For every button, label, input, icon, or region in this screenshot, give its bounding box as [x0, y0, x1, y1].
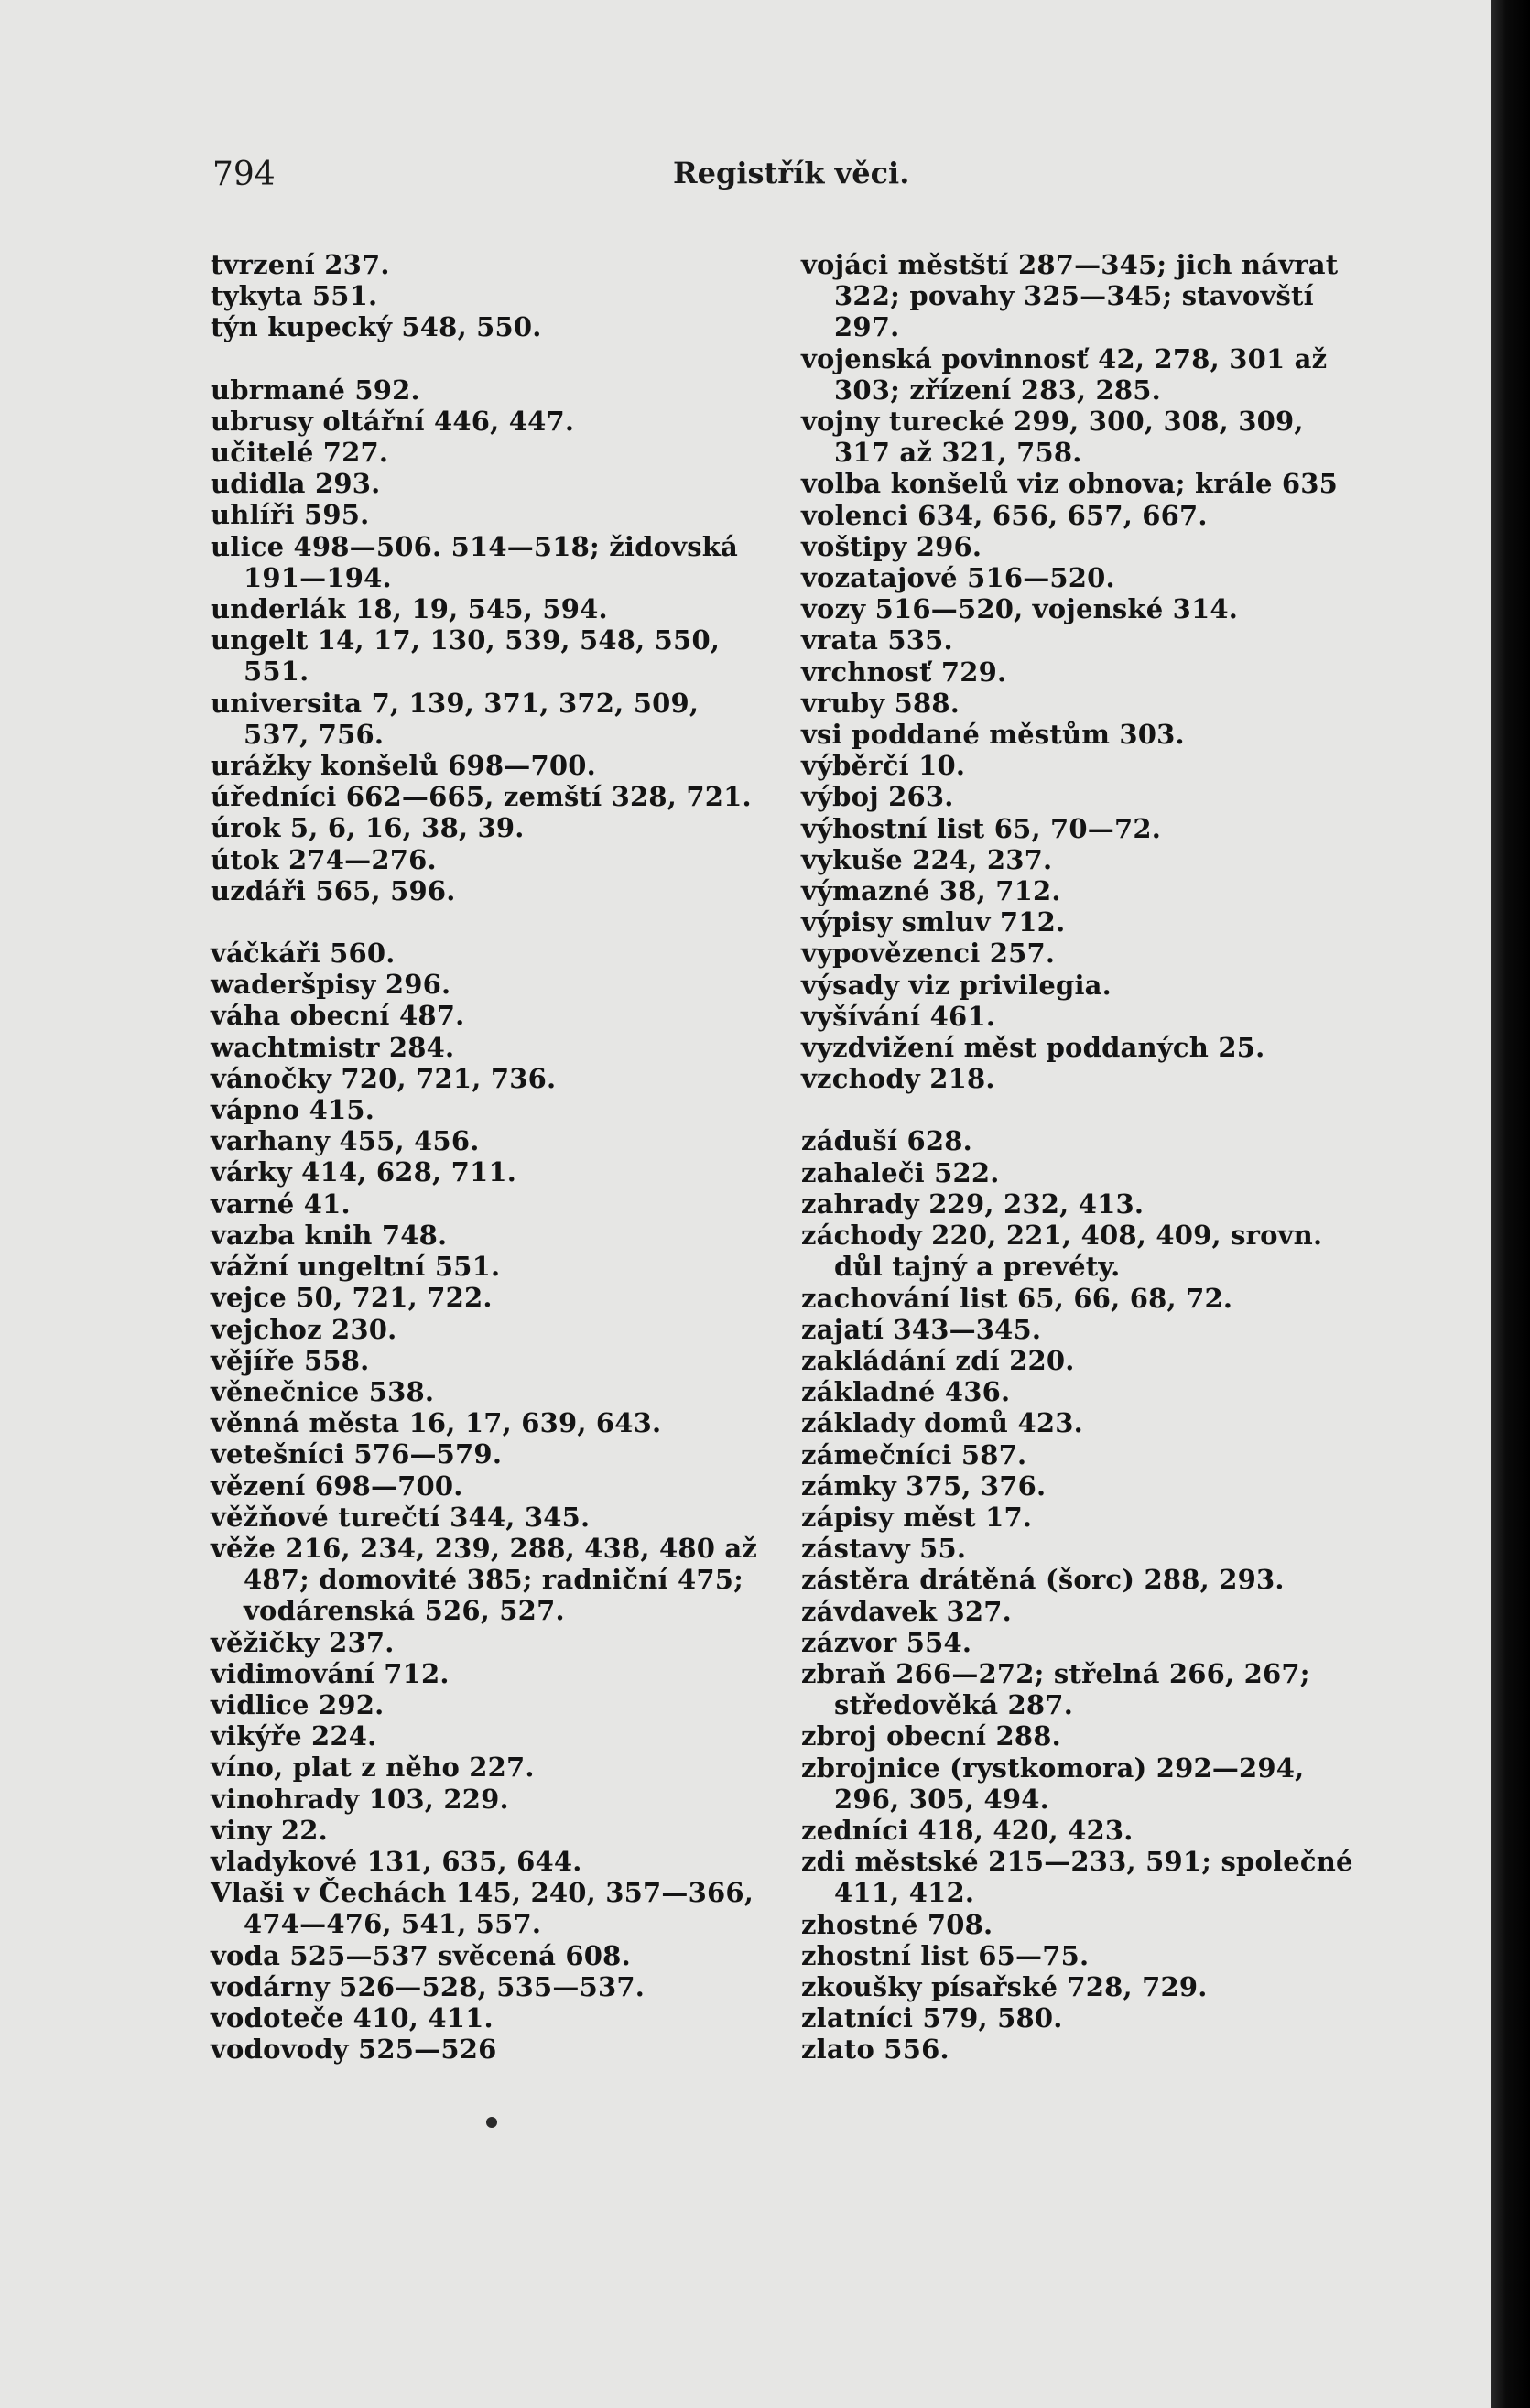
index-entry: záchody 220, 221, 408, 409, srovn. důl tajný a prevéty. [801, 1220, 1323, 1283]
index-entry: varhany 455, 456. [211, 1125, 480, 1157]
index-entry: zástěra drátěná (šorc) 288, 293. [801, 1564, 1285, 1596]
index-entry: vzchody 218. [801, 1063, 995, 1095]
index-entry: vojny turecké 299, 300, 308, 309, 317 až 321, 758. [801, 406, 1304, 469]
index-entry: vozatajové 516—520. [801, 562, 1115, 594]
index-entry: vrchnosť 729. [801, 656, 1007, 688]
index-entry: zbraň 266—272; střelná 266, 267; středověká 287. [801, 1657, 1310, 1721]
index-entry: útok 274—276. [211, 843, 437, 875]
index-entry: věže 216, 234, 239, 288, 438, 480 až 487; domovité 385; radniční 475; vodárenská 526, 527. [211, 1532, 758, 1627]
index-entry: zachování list 65, 66, 68, 72. [801, 1282, 1233, 1314]
index-entry: zlatníci 579, 580. [801, 2002, 1063, 2034]
index-entry: zámky 375, 376. [801, 1470, 1047, 1502]
index-entry: věžičky 237. [211, 1626, 395, 1658]
index-entry: ubrmané 592. [211, 374, 420, 406]
index-entry: výboj 263. [801, 781, 954, 813]
index-entry: víno, plat z něho 227. [211, 1752, 535, 1784]
index-entry: volba konšelů viz obnova; krále 635 [801, 468, 1339, 500]
index-entry: vinohrady 103, 229. [211, 1783, 509, 1815]
index-entry: universita 7, 139, 371, 372, 509, 537, 756. [211, 687, 700, 750]
index-entry: várky 414, 628, 711. [211, 1156, 517, 1188]
index-entry: vejchoz 230. [211, 1313, 397, 1345]
index-entry: věnná města 16, 17, 639, 643. [211, 1407, 662, 1439]
index-entry: volenci 634, 656, 657, 667. [801, 499, 1208, 531]
index-entry: věnečnice 538. [211, 1375, 435, 1407]
index-entry: udidla 293. [211, 468, 381, 500]
index-entry: vápno 415. [211, 1094, 375, 1126]
index-entry: Vlaši v Čechách 145, 240, 357—366, 474—476, 541, 557. [211, 1877, 754, 1940]
index-entry: váčkáři 560. [211, 938, 396, 970]
index-entry: vetešníci 576—579. [211, 1438, 503, 1470]
index-entry: výmazné 38, 712. [801, 875, 1061, 907]
index-entry: ubrusy oltářní 446, 447. [211, 405, 575, 437]
index-entry: voda 525—537 svěcená 608. [211, 1939, 631, 1971]
index-entry: vážní ungeltní 551. [211, 1251, 501, 1283]
index-entry: výsady viz privilegia. [801, 969, 1112, 1001]
page-number: 794 [212, 156, 276, 193]
index-entry: zahaleči 522. [801, 1156, 1000, 1188]
index-entry: vidlice 292. [211, 1688, 385, 1720]
index-entry: vrata 535. [801, 624, 953, 656]
index-entry: uhlíři 595. [211, 499, 370, 531]
index-entry: vejce 50, 721, 722. [211, 1282, 493, 1314]
index-entry: vsi poddané městům 303. [801, 719, 1185, 751]
running-head: Registřík věci. [673, 156, 910, 190]
index-entry: úrok 5, 6, 16, 38, 39. [211, 812, 525, 844]
index-entry: základy domů 423. [801, 1407, 1083, 1439]
index-entry: zkoušky písařské 728, 729. [801, 1970, 1208, 2002]
index-entry: vojenská povinnosť 42, 278, 301 až 303; zřízení 283, 285. [801, 342, 1328, 406]
index-entry: zázvor 554. [801, 1626, 972, 1658]
index-entry: vladykové 131, 635, 644. [211, 1845, 582, 1877]
page-header [212, 156, 1339, 201]
index-entry: viny 22. [211, 1814, 328, 1846]
index-entry: ulice 498—506. 514—518; židovská 191—194. [211, 530, 739, 593]
index-entry: vánočky 720, 721, 736. [211, 1062, 557, 1094]
index-entry: váha obecní 487. [211, 1000, 465, 1032]
index-entry: vodárny 526—528, 535—537. [211, 1970, 645, 2002]
index-entry: výpisy smluv 712. [801, 906, 1066, 938]
index-entry: týn kupecký 548, 550. [211, 311, 542, 343]
index-entry: vojáci městští 287—345; jich návrat 322; povahy 325—345; stavovští 297. [801, 249, 1339, 343]
index-entry: vruby 588. [801, 687, 960, 719]
index-entry: zbrojnice (rystkomora) 292—294, 296, 305, 494. [801, 1752, 1305, 1815]
index-entry: učitelé 727. [211, 437, 389, 469]
index-entry: úředníci 662—665, zemští 328, 721. [211, 781, 752, 813]
index-entry: zajatí 343—345. [801, 1313, 1042, 1345]
index-entry: základné 436. [801, 1376, 1011, 1408]
index-entry: ungelt 14, 17, 130, 539, 548, 550, 551. [211, 624, 721, 688]
index-entry: vykuše 224, 237. [801, 843, 1053, 875]
index-entry: voštipy 296. [801, 530, 982, 562]
index-entry: vodoteče 410, 411. [211, 2001, 494, 2034]
index-entry: záduší 628. [801, 1125, 972, 1157]
index-entry: tvrzení 237. [211, 249, 390, 280]
index-entry: vějíře 558. [211, 1344, 370, 1376]
index-entry: urážky konšelů 698—700. [211, 750, 596, 782]
index-entry: výběrčí 10. [801, 750, 966, 782]
index-entry: zhostní list 65—75. [801, 1939, 1090, 1971]
index-column-left [211, 249, 760, 2065]
index-entry: vikýře 224. [211, 1720, 377, 1752]
index-entry: vidimování 712. [211, 1657, 450, 1689]
index-entry: underlák 18, 19, 545, 594. [211, 593, 608, 625]
index-entry: varné 41. [211, 1188, 351, 1220]
index-entry: věžňové turečtí 344, 345. [211, 1501, 591, 1533]
index-entry: vozy 516—520, vojenské 314. [801, 593, 1239, 625]
index-entry: zápisy měst 17. [801, 1501, 1033, 1533]
index-entry: zakládání zdí 220. [801, 1344, 1075, 1376]
index-entry: zlato 556. [801, 2034, 949, 2066]
index-entry: vyšívání 461. [801, 1000, 996, 1032]
index-entry: výhostní list 65, 70—72. [801, 812, 1162, 844]
index-entry: zbroj obecní 288. [801, 1720, 1061, 1752]
index-column-right [801, 249, 1355, 2066]
ink-speck [486, 2117, 497, 2128]
index-entry: závdavek 327. [801, 1595, 1012, 1627]
index-entry: zdi městské 215—233, 591; společné 411, 412. [801, 1846, 1353, 1909]
index-entry: zedníci 418, 420, 423. [801, 1814, 1134, 1846]
index-entry: zhostné 708. [801, 1908, 993, 1940]
index-entry: zahrady 229, 232, 413. [801, 1188, 1145, 1220]
index-entry: vypovězenci 257. [801, 938, 1056, 970]
index-entry: tykyta 551. [211, 280, 378, 312]
index-entry: waderšpisy 296. [211, 969, 451, 1001]
index-entry: vězení 698—700. [211, 1470, 463, 1502]
index-entry: vodovody 525—526 [211, 2034, 497, 2066]
index-entry: uzdáři 565, 596. [211, 874, 456, 906]
index-entry: zástavy 55. [801, 1533, 967, 1565]
index-entry: wachtmistr 284. [211, 1031, 455, 1063]
index-entry: vyzdvižení měst poddaných 25. [801, 1032, 1265, 1064]
index-entry: zámečníci 587. [801, 1438, 1027, 1470]
page-edge-shadow [1491, 0, 1530, 2408]
index-entry: vazba knih 748. [211, 1219, 448, 1251]
